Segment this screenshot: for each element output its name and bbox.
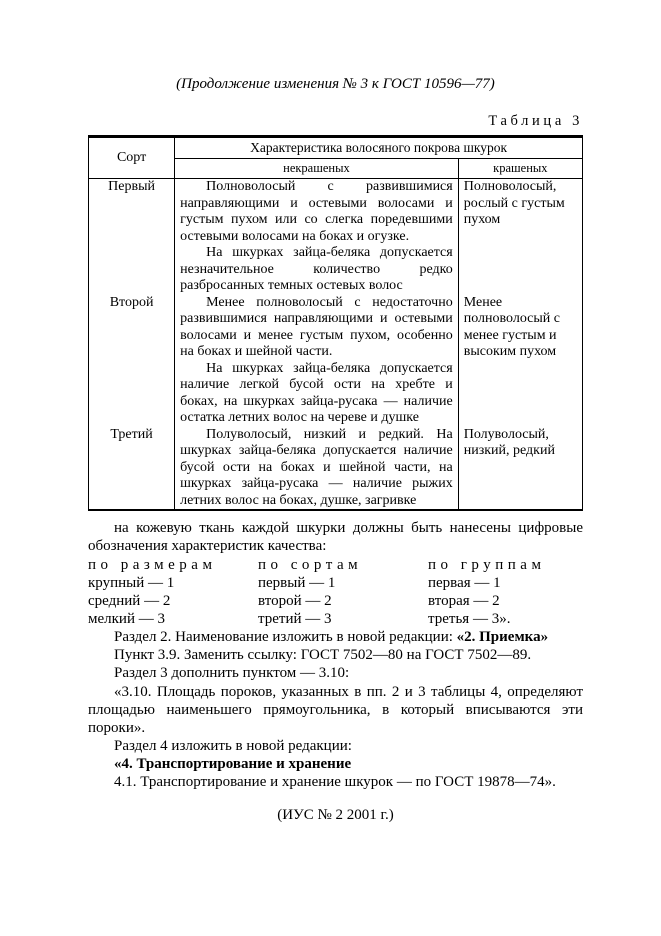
marking-intro: на кожевую ткань каждой шкурки должны быть нанесены цифровые обозначения характеристик качества:	[88, 520, 583, 555]
table-row-grade-first	[89, 179, 583, 295]
undyed-description-first	[175, 179, 459, 295]
table-header-row-1	[89, 137, 583, 159]
column-header-characteristic: Характеристика волосяного покрова шкурок	[175, 137, 583, 159]
amendment-section4-title: «4. Транспортирование и хранение	[114, 756, 352, 773]
grade-name-second: Второй	[89, 295, 175, 427]
table-row-grade-third	[89, 427, 583, 511]
amendment-p310: «3.10. Площадь пороков, указанных в пп. 2 и 3 таблицы 4, определяют площадью наименьшего прямоугольника, в который вписываются эти пороки».	[88, 683, 583, 736]
marking-item: вторая — 2	[428, 592, 500, 609]
marking-column-header: по группам	[428, 556, 546, 573]
grade-name-first: Первый	[89, 179, 175, 295]
amendment-p39: Пункт 3.9. Заменить ссылку: ГОСТ 7502—80 на ГОСТ 7502—89.	[114, 647, 532, 664]
table-row-grade-second	[89, 295, 583, 427]
amendment-section2	[88, 628, 583, 646]
marking-column-header: по сортам	[258, 556, 363, 573]
dyed-description-third: Полуволосый, низкий, редкий	[458, 427, 582, 511]
table-caption: Таблица 3	[488, 113, 583, 129]
undyed-paragraph: На шкурках зайца-беляка допускается незначительное количество редко разбросанных темных остевых волос	[180, 245, 453, 294]
marking-column-sorts	[258, 556, 428, 629]
column-header-undyed: некрашеных	[175, 159, 459, 179]
dyed-description-second: Менее полноволосый с менее густым и высоким пухом	[458, 295, 582, 427]
marking-column-sizes	[88, 556, 258, 629]
marking-item: мелкий — 3	[88, 611, 165, 628]
column-header-dyed: крашеных	[458, 159, 582, 179]
fur-grade-table	[88, 135, 583, 511]
amendment-section2-text: Раздел 2. Наименование изложить в новой редакции:	[114, 629, 457, 646]
marking-columns	[88, 556, 583, 629]
marking-item: средний — 2	[88, 592, 171, 609]
marking-item: первый — 1	[258, 574, 336, 591]
column-header-sort: Сорт	[89, 137, 175, 179]
marking-item: первая — 1	[428, 574, 501, 591]
amendment-section3: Раздел 3 дополнить пунктом — 3.10:	[114, 665, 350, 682]
amendment-p41: 4.1. Транспортирование и хранение шкурок — по ГОСТ 19878—74».	[114, 774, 556, 791]
marking-item: второй — 2	[258, 592, 332, 609]
amendment-section2-title: «2. Приемка»	[456, 629, 549, 646]
marking-column-header: по размерам	[88, 556, 217, 573]
amendment-section4: Раздел 4 изложить в новой редакции:	[114, 738, 352, 754]
marking-column-groups	[428, 556, 581, 629]
marking-item: третий — 3	[258, 611, 332, 628]
undyed-paragraph: Менее полноволосый с недостаточно развившимися направляющими и остевыми волосами и менее густым пухом, особенно на боках и шейной части.	[180, 294, 453, 360]
undyed-description-third	[175, 427, 459, 511]
marking-item: крупный — 1	[88, 574, 175, 591]
undyed-paragraph: Полуволосый, низкий и редкий. На шкурках зайца-беляка допускается наличие бусой ости на боках и шейной части, на шкурках зайца-русака — наличие рыжих летних волос на боках, душке, загривке	[180, 426, 453, 508]
document-continuation-header: (Продолжение изменения № 3 к ГОСТ 10596—77)	[176, 76, 495, 92]
dyed-description-first: Полноволосый, рослый с густым пухом	[458, 179, 582, 295]
undyed-paragraph: На шкурках зайца-беляка допускается наличие легкой бусой ости на хребте и боках, на шкурках зайца-русака — наличие остатка летних волос на череве и душке	[180, 360, 453, 426]
grade-name-third: Третий	[89, 427, 175, 511]
undyed-description-second	[175, 295, 459, 427]
undyed-paragraph: Полноволосый с развившимися направляющими и остевыми волосами и густым пухом или со слегка поредевшими остевыми волосами на боках и огузке.	[180, 179, 453, 244]
marking-item: третья — 3».	[428, 611, 511, 628]
source-note: (ИУС № 2 2001 г.)	[277, 807, 394, 824]
